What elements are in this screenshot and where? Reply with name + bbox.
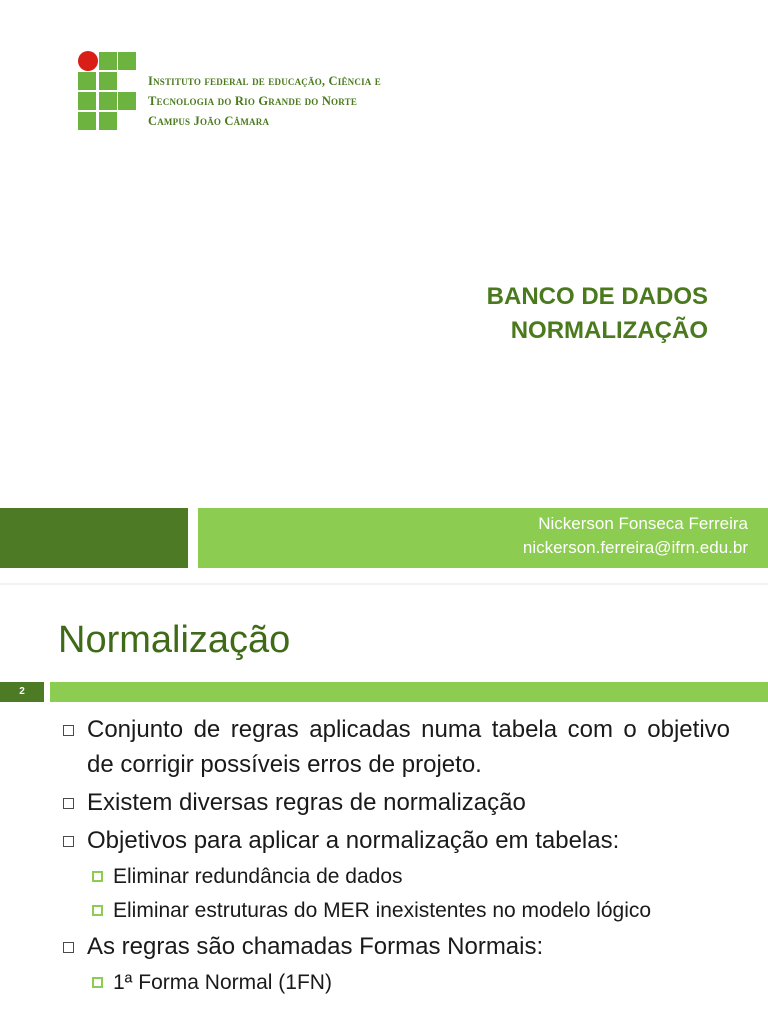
author-info (523, 512, 748, 560)
institution-line: Campus João Câmara (148, 114, 270, 128)
content-slide (0, 585, 768, 1024)
list-item (60, 929, 730, 964)
list-item-text: Eliminar redundância de dados (113, 865, 403, 888)
list-item-text: Existem diversas regras de normalização (87, 789, 526, 816)
title-line: BANCO DE DADOS (486, 283, 708, 310)
logo-red-dot (78, 51, 98, 71)
page-number: 2 (0, 682, 44, 702)
footer-band-dark (0, 508, 188, 568)
list-item-text: As regras são chamadas Formas Normais: (87, 933, 544, 960)
sub-list-item (60, 861, 730, 892)
author-name: Nickerson Fonseca Ferreira (538, 514, 748, 533)
green-square-bullet-icon (92, 871, 103, 882)
institution-line: Instituto federal de educação, Ciência e (148, 74, 382, 88)
square-bullet-icon (63, 836, 74, 847)
sub-list-item (60, 967, 730, 998)
square-bullet-icon (63, 725, 74, 736)
list-item (60, 712, 730, 782)
square-bullet-icon (63, 798, 74, 809)
list-item (60, 823, 730, 858)
institution-name (148, 71, 381, 131)
author-email: nickerson.ferreira@ifrn.edu.br (522, 538, 748, 557)
list-item (60, 785, 730, 820)
presentation-title (487, 280, 708, 348)
ifrn-logo (78, 51, 138, 131)
list-item-text: Conjunto de regras aplicadas numa tabela com o objetivo de corrigir possíveis erros de projeto. (87, 716, 730, 778)
square-bullet-icon (63, 942, 74, 953)
list-item-text: 1ª Forma Normal (1FN) (113, 971, 332, 994)
slide-title: Normalização (58, 619, 291, 661)
list-item-text: Objetivos para aplicar a normalização em tabelas: (87, 827, 620, 854)
sub-list-item (60, 895, 730, 926)
green-square-bullet-icon (92, 905, 103, 916)
green-square-bullet-icon (92, 977, 103, 988)
title-bar (50, 682, 768, 702)
bullet-list (60, 712, 730, 1001)
list-item-text: Eliminar estruturas do MER inexistentes no modelo lógico (113, 899, 652, 922)
title-line: NORMALIZAÇÃO (510, 317, 708, 344)
institution-line: Tecnologia do Rio Grande do Norte (148, 94, 358, 108)
